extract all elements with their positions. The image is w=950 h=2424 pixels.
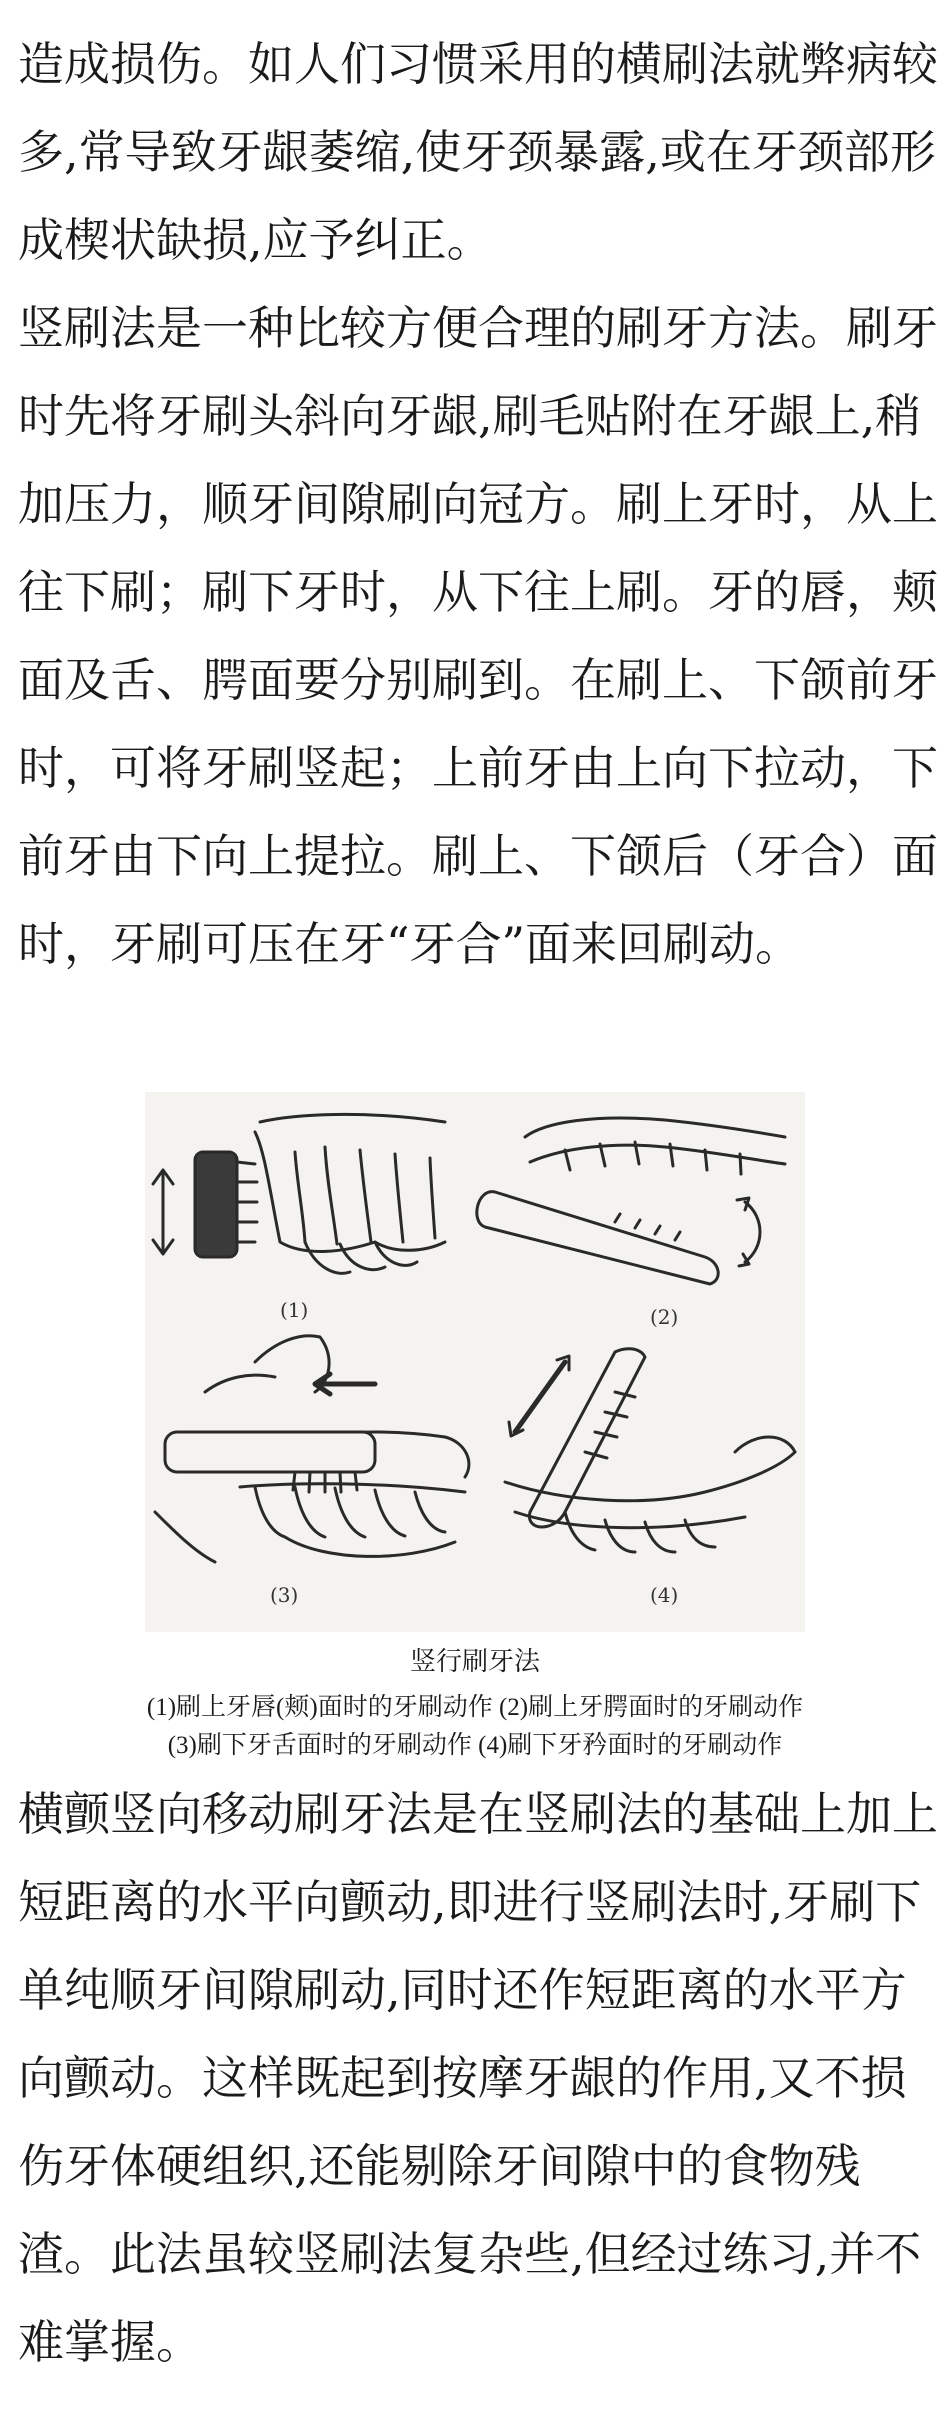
panel-4-label: (4) (650, 1583, 679, 1607)
panel-2-label: (2) (650, 1305, 679, 1329)
panel-1-label: (1) (280, 1298, 309, 1322)
panel-1-drawing (153, 1114, 445, 1273)
panel-2-drawing (477, 1118, 785, 1284)
figure-caption-line-2: (3)刷下牙舌面时的牙刷动作 (4)刷下牙矜面时的牙刷动作 (167, 1732, 783, 1759)
figure-caption-line-1: (1)刷上牙唇(颊)面时的牙刷动作 (2)刷上牙腭面时的牙刷动作 (146, 1694, 804, 1721)
paragraph-vertical-brushing: 竖刷法是一种比较方便合理的刷牙方法。刷牙时先将牙刷头斜向牙龈,刷毛贴附在牙龈上,稍加压力，顺牙间隙刷向冠方。刷上牙时，从上往下刷；刷下牙时，从下往上刷。牙的唇，颊面及舌、腭面要分别刷到。在刷上、下颌前牙时，可将牙刷竖起；上前牙由上向下拉动，下前牙由下向上提拉。刷上、下颌后（牙合）面时，牙刷可压在牙“牙合”面来回刷动。 (18, 301, 938, 971)
figure-caption-title: 竖行刷牙法 (409, 1647, 540, 1676)
panel-3-label: (3) (270, 1583, 299, 1607)
panel-4-drawing (505, 1349, 795, 1552)
paragraph-vibration-vertical-brushing: 横颤竖向移动刷牙法是在竖刷法的基础上加上短距离的水平向颤动,即进行竖刷法时,牙刷下单纯顺牙间隙刷动,同时还作短距离的水平方向颤动。这样既起到按摩牙龈的作用,又不损伤牙体硬组织,还能剔除牙间隙中的食物残渣。此法虽较竖刷法复杂些,但经过练习,并不难掌握。 (18, 1787, 938, 2369)
panel-3-drawing (155, 1336, 469, 1562)
toothbrushing-illustration (145, 1092, 805, 1632)
illustration-svg (145, 1092, 805, 1632)
paragraph-horizontal-brushing: 造成损伤。如人们习惯采用的横刷法就弊病较多,常导致牙龈萎缩,使牙颈暴露,或在牙颈部形成楔状缺损,应予纠正。 (18, 37, 938, 267)
